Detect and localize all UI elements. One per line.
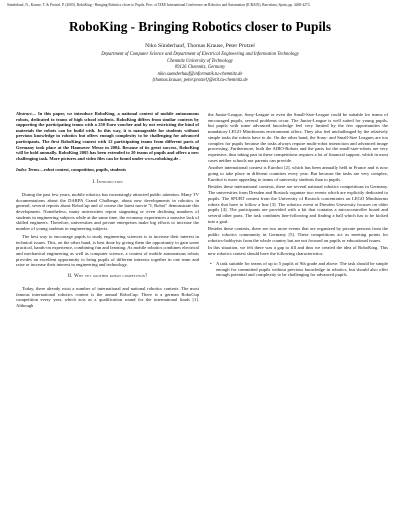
abstract <box>16 111 199 161</box>
right-column <box>208 112 388 278</box>
why-paragraph: Today, there already exist a number of international and national robotics contests. The most famous international robotics contest is the annual RoboCup. There is a german RoboCup competition every year, which acts as a qualification round for the international finals [1]. Although <box>16 286 199 309</box>
running-head: Sünderhauf, N., Krause, T. & Protzel, P. (2005). RoboKing - Bringing Robotics closer to Pupils. Proc. of IEEE International Conference on Robotics and Automation (ICRA05), Barcelona, Spain, pp. 4268-4273. <box>7 3 311 7</box>
affiliation-email-1: niko.suenderhauf@informatik.tu-chemnitz.de <box>157 71 243 77</box>
affiliation-department: Department of Computer Science and Department of Electrical Engineering and Information Technology <box>101 52 299 57</box>
characteristics-list <box>208 261 388 278</box>
body-paragraph: In this situation, we felt there was a gap to fill and thus we created the idea of RoboKing. This new robotics contest should have the following characteristics: <box>208 245 388 257</box>
abstract-text: — In this paper, we introduce RoboKing, a national contest of mobile autonomous robots, dedicated to teams of high school students. RoboKing differs from similar contests by supporting the participating teams with a 250 Euro voucher and by not restricting the kind of materials the robots can be build with. In this way, it is manageable for students without previous knowledge in robotics but offers enough complexity to be challenging for advanced participants. The first RoboKing contest with 12 participating teams from different parts of Germany took place at the Hannover Messe in 2004. Because of its great success, RoboKing will be hold annually. RoboKing 2005 has been extended to 20 teams of pupils and offers a new challenging task. More pictures and video files can be found under www.roboking.de . <box>16 111 199 161</box>
intro-paragraph: The best way to encourage pupils to study engineering sciences is to increase their interest in technical issues. This, on the other hand, is best done by giving them the opportunity to gain some practical, hands-on experience, combining fun and learning. As mobile robotics combines electrical and mechanical engineering as well as computer science, a contest of mobile autonomous robots provides an excellent opportunity to bring pupils of different interests together in one team and raise or increase their interest in engineering and technology. <box>16 233 199 268</box>
authors: Niko Sünderhauf, Thomas Krause, Peter Protzel <box>145 43 255 49</box>
body-paragraph: Another international contest is Eurobot [2], which has been annually held in France and is now going to take place in different countries every year. But because the tasks are very complex, Eurobot is more appealing to teams of university students than to pupils. <box>208 165 388 182</box>
affiliation-city: 09126 Chemnitz, Germany <box>174 65 226 71</box>
affiliation <box>0 52 400 85</box>
index-terms <box>16 167 199 173</box>
section-heading-introduction: I. Introduction <box>92 179 123 185</box>
body-paragraph: Besides these international contests, there are several national robotics competitions in Germany. The universities from Dresden and Rostock organize two events which are explicitly dedicated to pupils. The SPURT contest from the University of Rostock concentrates on LEGO Mindstorms robots that have to follow a line [3]. The robotics event at Dresden University focuses on older pupils [4]. The participants are provided with a kit that contains a microcontroller board and several other parts. The task combines line-following and finding a ball which has to be kicked into a goal. <box>208 184 388 224</box>
affiliation-university: Chemnitz University of Technology <box>167 58 233 64</box>
list-item: • A task suitable for teams of up to 5 pupils of 9th grade and above. The task should be simple enough for committed pupils without previous knowledge in robotics, but should also offer enough potential and complexity to be challenging for advanced pupils. <box>208 261 388 278</box>
body-paragraph: Besides these contests, there are two more events that are organized by private persons from the public robotics community in Germany [5]. These competitions act as meeting points for robotics-hobbyists from the whole country but are not focused on pupils or educational issues. <box>208 226 388 243</box>
body-paragraph: the Junior-League, Sony-League or even the Small-Size-League could be suitable for teams of encouraged pupils, several problems occur. The Junior-League is well suited for young pupils, but pupils with some advanced knowledge feel very limited by the few opportunities the mandatory LEGO Mindstorms environment offers. They also feel unchallenged by the relatively simple tasks the robots have to do. On the other hand, the Sony- and Small-Size Leagues are too complex for pupils because the tasks always require multi-robot interaction and advanced image processing. Furthermore, both the AIBO-Robots and the parts for the small-size-robots are very expensive, thus taking part in these competitions requires a lot of financial support, which in most cases neither schools nor parents can provide. <box>208 112 389 163</box>
left-column <box>16 111 199 311</box>
paper-title: RoboKing - Bringing Robotics closer to Pupils <box>68 19 332 34</box>
abstract-lead: Abstract <box>16 111 32 116</box>
index-terms-text: —robot contest, competition, pupils, students <box>39 167 127 173</box>
intro-paragraph: During the past few years, mobile robotics has increasingly attracted public attention. Many TV documentations about the DARPA Grand Challenge, about new developments in robotics in general, several reports about RoboCup and of course the latest movie "I, Robot" demonstrate this development. Nonetheless, many universities report stagnating or even declining numbers of students in engineering subjects while at the same time, the economy experiences a massive lack of skilled engineers. Therefore, universities and private enterprises make big efforts to increase the number of young students in engineering subjects. <box>16 191 199 232</box>
index-terms-lead: Index Terms <box>16 167 40 173</box>
section-heading-why: II. Why yet another robot competition? <box>67 274 148 280</box>
affiliation-email-2: {thomas.krause, peter.protzel}@etit.tu-chemnitz.de <box>152 78 248 84</box>
